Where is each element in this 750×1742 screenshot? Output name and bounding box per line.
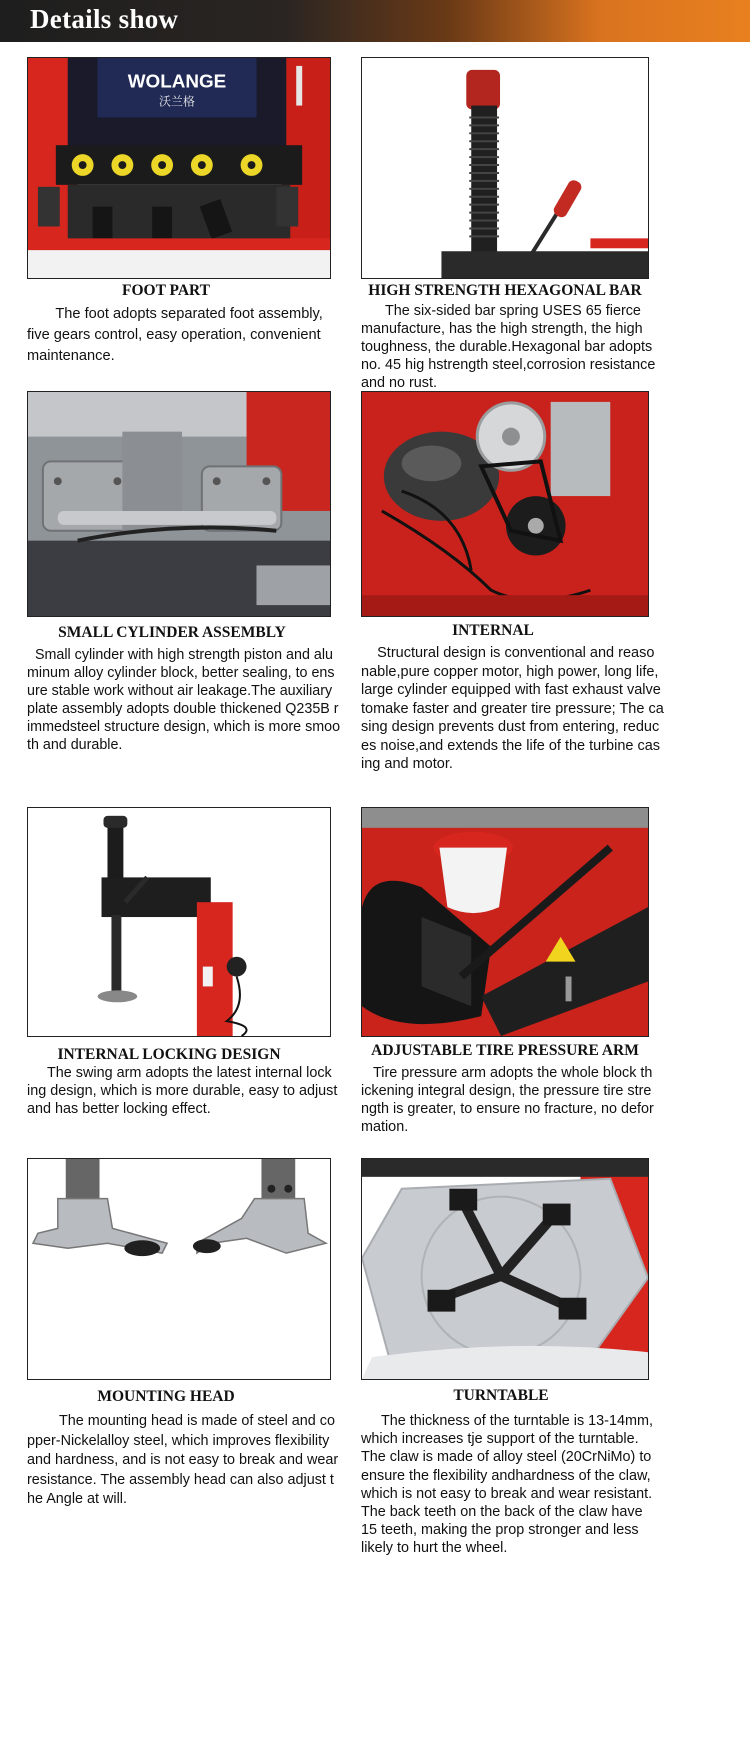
desc-pressure-arm: Tire pressure arm adopts the whole block th ickening integral design, the pressure tire stre ngth is greater, to ensure no fracture, no defor mation. — [361, 1065, 654, 1135]
desc-internal: Structural design is conventional and reaso nable,pure copper motor, high power, long life, large cylinder equipped with fast exhaust valve tomake faster and greater tire pressure; The ca sing design prevents dust from entering, reduc es noise,and extends the life of the turbine cas ing and motor. — [361, 645, 664, 772]
pressure-arm-photo — [361, 807, 649, 1037]
desc-small-cylinder: Small cylinder with high strength piston and alu minum alloy cylinder block, better sealing, to ens ure stable work without air leakage.The auxiliary plate assembly adopts double thickened Q235B r immedsteel structure design, which is more smoo th and durable. — [27, 647, 341, 753]
desc-turntable: The thickness of the turntable is 13-14mm, which increases tje support of the turntable. The claw is made of alloy steel (20CrNiMo) to ensure the flexibility andhardness of the claw, which is not easy to break and wear resistant. The back teeth on the back of the claw have 15 teeth, making the prop stronger and less likely to hurt the wheel. — [361, 1413, 653, 1557]
turntable-photo — [361, 1158, 649, 1380]
svg-text:WOLANGE: WOLANGE — [127, 70, 227, 92]
foot-part-photo — [27, 57, 331, 279]
caption-mounting-head: MOUNTING HEAD — [97, 1388, 235, 1405]
caption-pressure-arm: ADJUSTABLE TIRE PRESSURE ARM — [371, 1042, 639, 1059]
desc-locking-design: The swing arm adopts the latest internal lock ing design, which is more durable, easy to adjust and has better locking effect. — [27, 1065, 338, 1117]
desc-hexagonal-bar: The six-sided bar spring USES 65 fierce manufacture, has the high strength, the high toughness, the durable.Hexagonal bar adopts no. 45 hig hstrength steel,corrosion resistance and no rust. — [361, 303, 656, 391]
svg-text:沃兰格: 沃兰格 — [159, 94, 195, 109]
desc-foot-part: The foot adopts separated foot assembly, five gears control, easy operation, convenient maintenance. — [27, 306, 323, 364]
caption-small-cylinder: SMALL CYLINDER ASSEMBLY — [58, 624, 286, 641]
desc-mounting-head: The mounting head is made of steel and co pper-Nickelalloy steel, which improves flexibility and hardness, and is not easy to break and wear resistance. The assembly head can also adjust t he Angle at will. — [27, 1413, 339, 1507]
caption-locking-design: INTERNAL LOCKING DESIGN — [57, 1046, 281, 1063]
mounting-head-photo — [27, 1158, 331, 1380]
hexagonal-bar-photo — [361, 57, 649, 279]
small-cylinder-photo — [27, 391, 331, 617]
header-banner — [0, 0, 750, 42]
caption-foot-part: FOOT PART — [121, 282, 210, 299]
locking-design-photo — [27, 807, 331, 1037]
caption-hexagonal-bar: HIGH STRENGTH HEXAGONAL BAR — [368, 282, 642, 299]
internal-photo — [361, 391, 649, 617]
page-title: Details show — [30, 4, 179, 34]
caption-turntable: TURNTABLE — [453, 1387, 549, 1404]
caption-internal: INTERNAL — [452, 622, 534, 639]
